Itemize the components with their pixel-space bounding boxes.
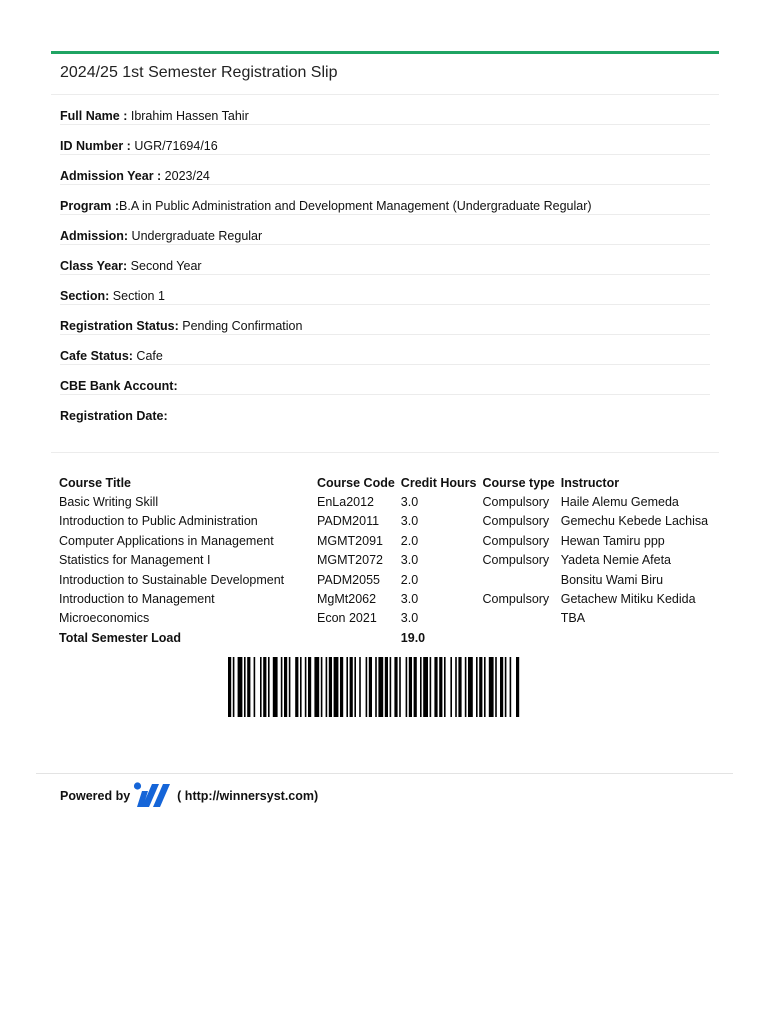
- student-info: [51, 95, 719, 424]
- total-row: [57, 628, 725, 647]
- course-code-cell: Econ 2021: [317, 611, 377, 626]
- vendor-link[interactable]: ( http://winnersyst.com): [177, 789, 319, 803]
- registration-slip: [51, 51, 719, 424]
- info-value: Cafe: [132, 349, 163, 363]
- course-table-header: [57, 473, 725, 492]
- table-row: [57, 531, 725, 550]
- instructor-cell: Yadeta Nemie Afeta: [560, 553, 672, 568]
- info-class-year: [60, 245, 710, 275]
- powered-by-label: Powered by: [60, 789, 131, 803]
- credit-hours-cell: 3.0: [400, 514, 419, 529]
- credit-hours-cell: 2.0: [400, 572, 419, 587]
- instructor-cell: Bonsitu Wami Biru: [560, 572, 664, 587]
- course-type-cell: Compulsory: [482, 592, 550, 607]
- header-instructor: Instructor: [560, 475, 620, 490]
- info-label: CBE Bank Account:: [60, 379, 178, 393]
- header-course-type: Course type: [482, 475, 555, 490]
- info-value: Pending Confirmation: [178, 319, 303, 333]
- info-value: Ibrahim Hassen Tahir: [127, 109, 249, 123]
- footer: [60, 782, 318, 810]
- footer-divider: [36, 773, 733, 774]
- course-code-cell: MGMT2072: [317, 553, 383, 568]
- info-admission: [60, 215, 710, 245]
- course-code-cell: EnLa2012: [317, 495, 375, 510]
- course-type-cell: Compulsory: [482, 514, 550, 529]
- info-label: Section:: [60, 289, 110, 303]
- info-admission-year: [60, 155, 710, 185]
- credit-hours-cell: 3.0: [400, 611, 419, 626]
- info-value: UGR/71694/16: [130, 139, 218, 153]
- course-type-cell: Compulsory: [482, 533, 550, 548]
- course-type-cell: Compulsory: [482, 495, 550, 510]
- winnersyst-logo-icon: [133, 781, 173, 812]
- table-row: [57, 512, 725, 531]
- info-label: Admission Year :: [60, 169, 162, 183]
- info-section: [60, 275, 710, 305]
- info-id-number: [60, 125, 710, 155]
- header-course-code: Course Code: [317, 475, 395, 490]
- info-label: Full Name :: [60, 109, 128, 123]
- header-course-title: Course Title: [59, 475, 132, 490]
- info-value: Section 1: [109, 289, 165, 303]
- info-value: 2023/24: [161, 169, 210, 183]
- course-type-cell: [481, 609, 559, 628]
- course-type-cell: [481, 570, 559, 589]
- total-value: 19.0: [400, 630, 426, 645]
- section-divider: [51, 452, 719, 453]
- credit-hours-cell: 2.0: [400, 533, 419, 548]
- instructor-cell: TBA: [560, 611, 586, 626]
- instructor-cell: Haile Alemu Gemeda: [560, 495, 679, 510]
- info-value: Second Year: [127, 259, 202, 273]
- course-table: [57, 473, 725, 648]
- info-label: Registration Status:: [60, 319, 179, 333]
- info-label: Class Year:: [60, 259, 128, 273]
- course-code-cell: PADM2055: [317, 572, 380, 587]
- credit-hours-cell: 3.0: [400, 592, 419, 607]
- course-type-cell: Compulsory: [482, 553, 550, 568]
- info-registration-status: [60, 305, 710, 335]
- instructor-cell: Gemechu Kebede Lachisa: [560, 514, 709, 529]
- total-label: Total Semester Load: [59, 630, 182, 645]
- course-title-cell: Introduction to Management: [59, 592, 215, 607]
- table-row: [57, 609, 725, 628]
- info-program: [60, 185, 710, 215]
- course-code-cell: PADM2011: [317, 514, 380, 529]
- info-cbe-bank-account: [60, 365, 710, 395]
- header-credit-hours: Credit Hours: [400, 475, 477, 490]
- info-label: Registration Date:: [60, 409, 168, 423]
- info-cafe-status: [60, 335, 710, 365]
- instructor-cell: Getachew Mitiku Kedida: [560, 592, 696, 607]
- course-title-cell: Basic Writing Skill: [59, 495, 159, 510]
- info-label: Cafe Status:: [60, 349, 133, 363]
- course-title-cell: Computer Applications in Management: [59, 533, 274, 548]
- course-title-cell: Introduction to Public Administration: [59, 514, 258, 529]
- credit-hours-cell: 3.0: [400, 495, 419, 510]
- credit-hours-cell: 3.0: [400, 553, 419, 568]
- info-value: B.A in Public Administration and Development Management (Undergraduate Regular): [119, 199, 592, 213]
- info-value: Undergraduate Regular: [128, 229, 263, 243]
- slip-title: 2024/25 1st Semester Registration Slip: [51, 54, 719, 95]
- table-row: [57, 551, 725, 570]
- table-row: [57, 589, 725, 608]
- course-title-cell: Introduction to Sustainable Development: [59, 572, 285, 587]
- barcode-icon: [228, 657, 544, 722]
- info-label: Program :: [60, 199, 120, 213]
- info-label: ID Number :: [60, 139, 131, 153]
- info-registration-date: [60, 395, 710, 424]
- course-code-cell: MGMT2091: [317, 533, 383, 548]
- info-label: Admission:: [60, 229, 129, 243]
- info-full-name: [60, 95, 710, 125]
- course-title-cell: Statistics for Management I: [59, 553, 211, 568]
- table-row: [57, 492, 725, 511]
- course-title-cell: Microeconomics: [59, 611, 150, 626]
- instructor-cell: Hewan Tamiru ppp: [560, 533, 665, 548]
- course-code-cell: MgMt2062: [317, 592, 377, 607]
- table-row: [57, 570, 725, 589]
